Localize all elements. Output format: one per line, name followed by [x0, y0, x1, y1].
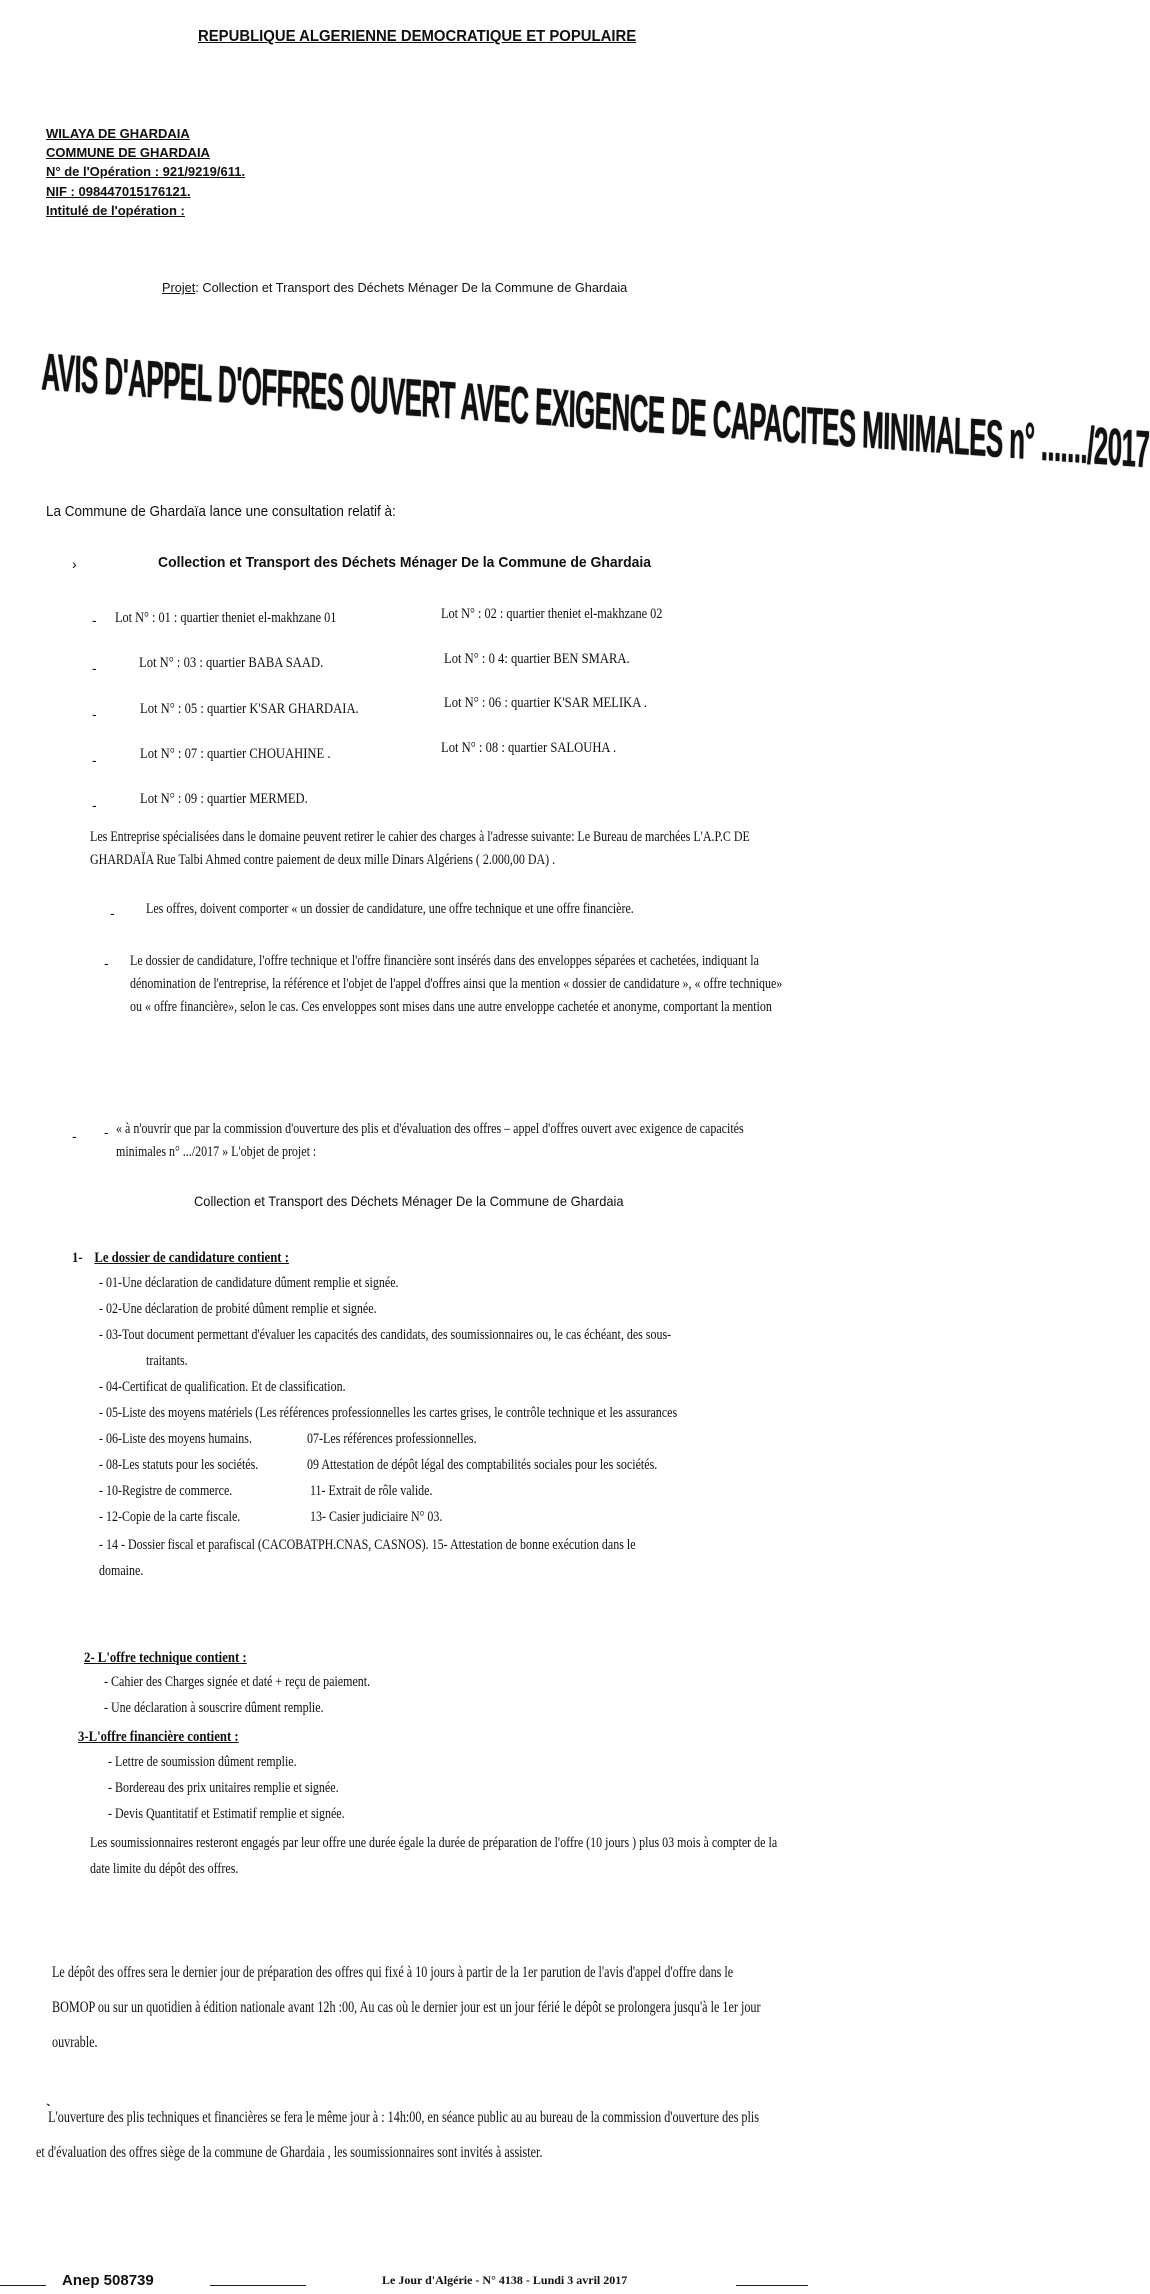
- section1-title: Le dossier de candidature contient :: [94, 1250, 289, 1266]
- project-text: : Collection et Transport des Déchets Ménager De la Commune de Ghardaia: [195, 280, 628, 295]
- bullet-mark: -: [104, 955, 109, 971]
- depot-paragraph: Le dépôt des offres sera le dernier jour de préparation des offres qui fixé à 10 jours à partir de la 1er parution de l'avis d'appel d'offre dans le BOMOP ou sur un quotidien à édition nationale avant 12h :00, Au cas où le dernier jour est un jour férié le dépôt se prolongera jusqu'à le 1er jour ouvrable.: [52, 1964, 761, 2051]
- bullet-mark: ›: [72, 556, 77, 572]
- offres-paragraph: Les offres, doivent comporter « un dossier de candidature, une offre technique et une offre financière.: [146, 901, 634, 917]
- section1-item: - 08-Les statuts pour les sociétés.: [99, 1457, 259, 1473]
- bullet-mark: -: [92, 612, 97, 628]
- lot-03: Lot N° : 03 : quartier BABA SAAD.: [139, 655, 324, 671]
- section1-item: - 06-Liste des moyens humains.: [99, 1431, 252, 1447]
- section1-item: traitants.: [146, 1353, 188, 1369]
- operation-number: N° de l'Opération : 921/9219/611.: [46, 164, 246, 179]
- footer-rule-middle: [210, 2285, 306, 2286]
- section1-item: - 10-Registre de commerce.: [99, 1483, 233, 1499]
- engagement-paragraph: Les soumissionnaires resteront engagés par leur offre une durée égale la durée de préparation de l'offre (10 jours ) plus 03 mois à compter de la date limite du dépôt des offres.: [90, 1835, 778, 1877]
- lot-09: Lot N° : 09 : quartier MERMED.: [140, 791, 308, 807]
- section1-item: 09 Attestation de dépôt légal des comptabilités sociales pour les sociétés.: [307, 1457, 658, 1473]
- lot-05: Lot N° : 05 : quartier K'SAR GHARDAIA.: [140, 701, 359, 717]
- section2-item: - Une déclaration à souscrire dûment remplie.: [104, 1700, 324, 1716]
- mention-paragraph: « à n'ouvrir que par la commission d'ouverture des plis et d'évaluation des offres – appel d'offres ouvert avec exigence de capacités minimales n° .../2017 » L'objet de projet :: [116, 1121, 744, 1160]
- republic-heading: REPUBLIQUE ALGERIENNE DEMOCRATIQUE ET POPULAIRE: [198, 28, 637, 45]
- lot-04: Lot N° : 0 4: quartier BEN SMARA.: [444, 651, 630, 667]
- intitule-line: Intitulé de l'opération :: [46, 203, 185, 218]
- bullet-mark: -: [92, 660, 97, 676]
- footer-rule-left: [0, 2285, 46, 2286]
- bullet-mark: -: [92, 797, 97, 813]
- bullet-mark: -: [110, 905, 115, 921]
- subject-heading: Collection et Transport des Déchets Ménager De la Commune de Ghardaia: [158, 554, 652, 571]
- project-label: Projet: [162, 280, 196, 295]
- section1-number: 1-: [72, 1250, 83, 1266]
- section2-title: 2- L'offre technique contient :: [84, 1650, 247, 1666]
- section3-item: - Devis Quantitatif et Estimatif remplie et signée.: [108, 1806, 345, 1822]
- nif-line: NIF : 098447015176121.: [46, 184, 191, 199]
- section1-item: - 01-Une déclaration de candidature dûment remplie et signée.: [99, 1275, 399, 1291]
- anep-reference: Anep 508739: [62, 2272, 154, 2289]
- lot-06: Lot N° : 06 : quartier K'SAR MELIKA .: [444, 695, 647, 711]
- journal-reference: Le Jour d'Algérie - N° 4138 - Lundi 3 avril 2017: [382, 2273, 628, 2287]
- intro-text: La Commune de Ghardaïa lance une consultation relatif à:: [46, 503, 396, 520]
- commune-line: COMMUNE DE GHARDAIA: [46, 145, 210, 160]
- subject-line-2: Collection et Transport des Déchets Ménager De la Commune de Ghardaia: [194, 1193, 624, 1209]
- lot-08: Lot N° : 08 : quartier SALOUHA .: [441, 740, 617, 756]
- bullet-mark: -: [72, 1128, 77, 1144]
- section1-item: 13- Casier judiciaire N° 03.: [310, 1509, 443, 1525]
- section1-item: 07-Les références professionnelles.: [307, 1431, 477, 1447]
- section1-item: 11- Extrait de rôle valide.: [310, 1483, 433, 1499]
- cahier-paragraph: Les Entreprise spécialisées dans le domaine peuvent retirer le cahier des charges à l'adresse suivante: Le Bureau de marchées L'A.P.C DE GHARDAÏA Rue Talbi Ahmed contre paiement de deux mille Dinars Algériens ( 2.000,00 DA) .: [90, 829, 750, 868]
- section1-item: - 03-Tout document permettant d'évaluer les capacités des candidats, des soumissionnaires ou, le cas échéant, des sous-: [99, 1327, 672, 1343]
- bullet-mark: -: [92, 752, 97, 768]
- section1-item: - 02-Une déclaration de probité dûment remplie et signée.: [99, 1301, 377, 1317]
- bullet-mark: -: [104, 1124, 109, 1140]
- section2-item: - Cahier des Charges signée et daté + reçu de paiement.: [104, 1674, 371, 1690]
- ouverture-paragraph: L'ouverture des plis techniques et financières se fera le même jour à : 14h:00, en séance public au au bureau de la commission d'ouverture des plis et d'évaluation des offres siège de la commune de Ghardaia , les soumissionnaires sont invités à assister.: [36, 2109, 759, 2161]
- wilaya-line: WILAYA DE GHARDAIA: [46, 126, 190, 141]
- notice-title: AVIS D'APPEL D'OFFRES OUVERT AVEC EXIGENCE DE CAPACITES MINIMALES n° ......./2017: [40, 342, 1150, 479]
- dossier-paragraph: Le dossier de candidature, l'offre technique et l'offre financière sont insérés dans des enveloppes séparées et cachetées, indiquant la dénomination de l'entreprise, la référence et l'objet de l'appel d'offres ainsi que la mention « dossier de candidature », « offre technique» ou « offre financière», selon le cas. Ces enveloppes sont mises dans une autre enveloppe cachetée et anonyme, comportant la mention: [130, 953, 783, 1015]
- section1-item: - 14 - Dossier fiscal et parafiscal (CACOBATPH.CNAS, CASNOS). 15- Attestation de bonne exécution dans le: [99, 1537, 636, 1553]
- section1-item: domaine.: [99, 1563, 144, 1579]
- lot-07: Lot N° : 07 : quartier CHOUAHINE .: [140, 746, 331, 762]
- section3-item: - Lettre de soumission dûment remplie.: [108, 1754, 297, 1770]
- section1-item: - 04-Certificat de qualification. Et de classification.: [99, 1379, 346, 1395]
- lot-01: Lot N° : 01 : quartier theniet el-makhzane 01: [115, 610, 337, 626]
- bullet-mark: -: [92, 706, 97, 722]
- project-line: [162, 280, 627, 295]
- section1-item: - 12-Copie de la carte fiscale.: [99, 1509, 241, 1525]
- bullet-mark: `: [46, 2101, 51, 2117]
- section1-item: - 05-Liste des moyens matériels (Les références professionnelles les cartes grises, le contrôle technique et les assurances: [99, 1405, 678, 1421]
- section3-item: - Bordereau des prix unitaires remplie et signée.: [108, 1780, 339, 1796]
- section3-title: 3-L'offre financière contient :: [78, 1729, 239, 1745]
- footer-rule-right: [736, 2285, 808, 2286]
- section1-heading: [72, 1250, 289, 1267]
- lot-02: Lot N° : 02 : quartier theniet el-makhzane 02: [441, 606, 663, 622]
